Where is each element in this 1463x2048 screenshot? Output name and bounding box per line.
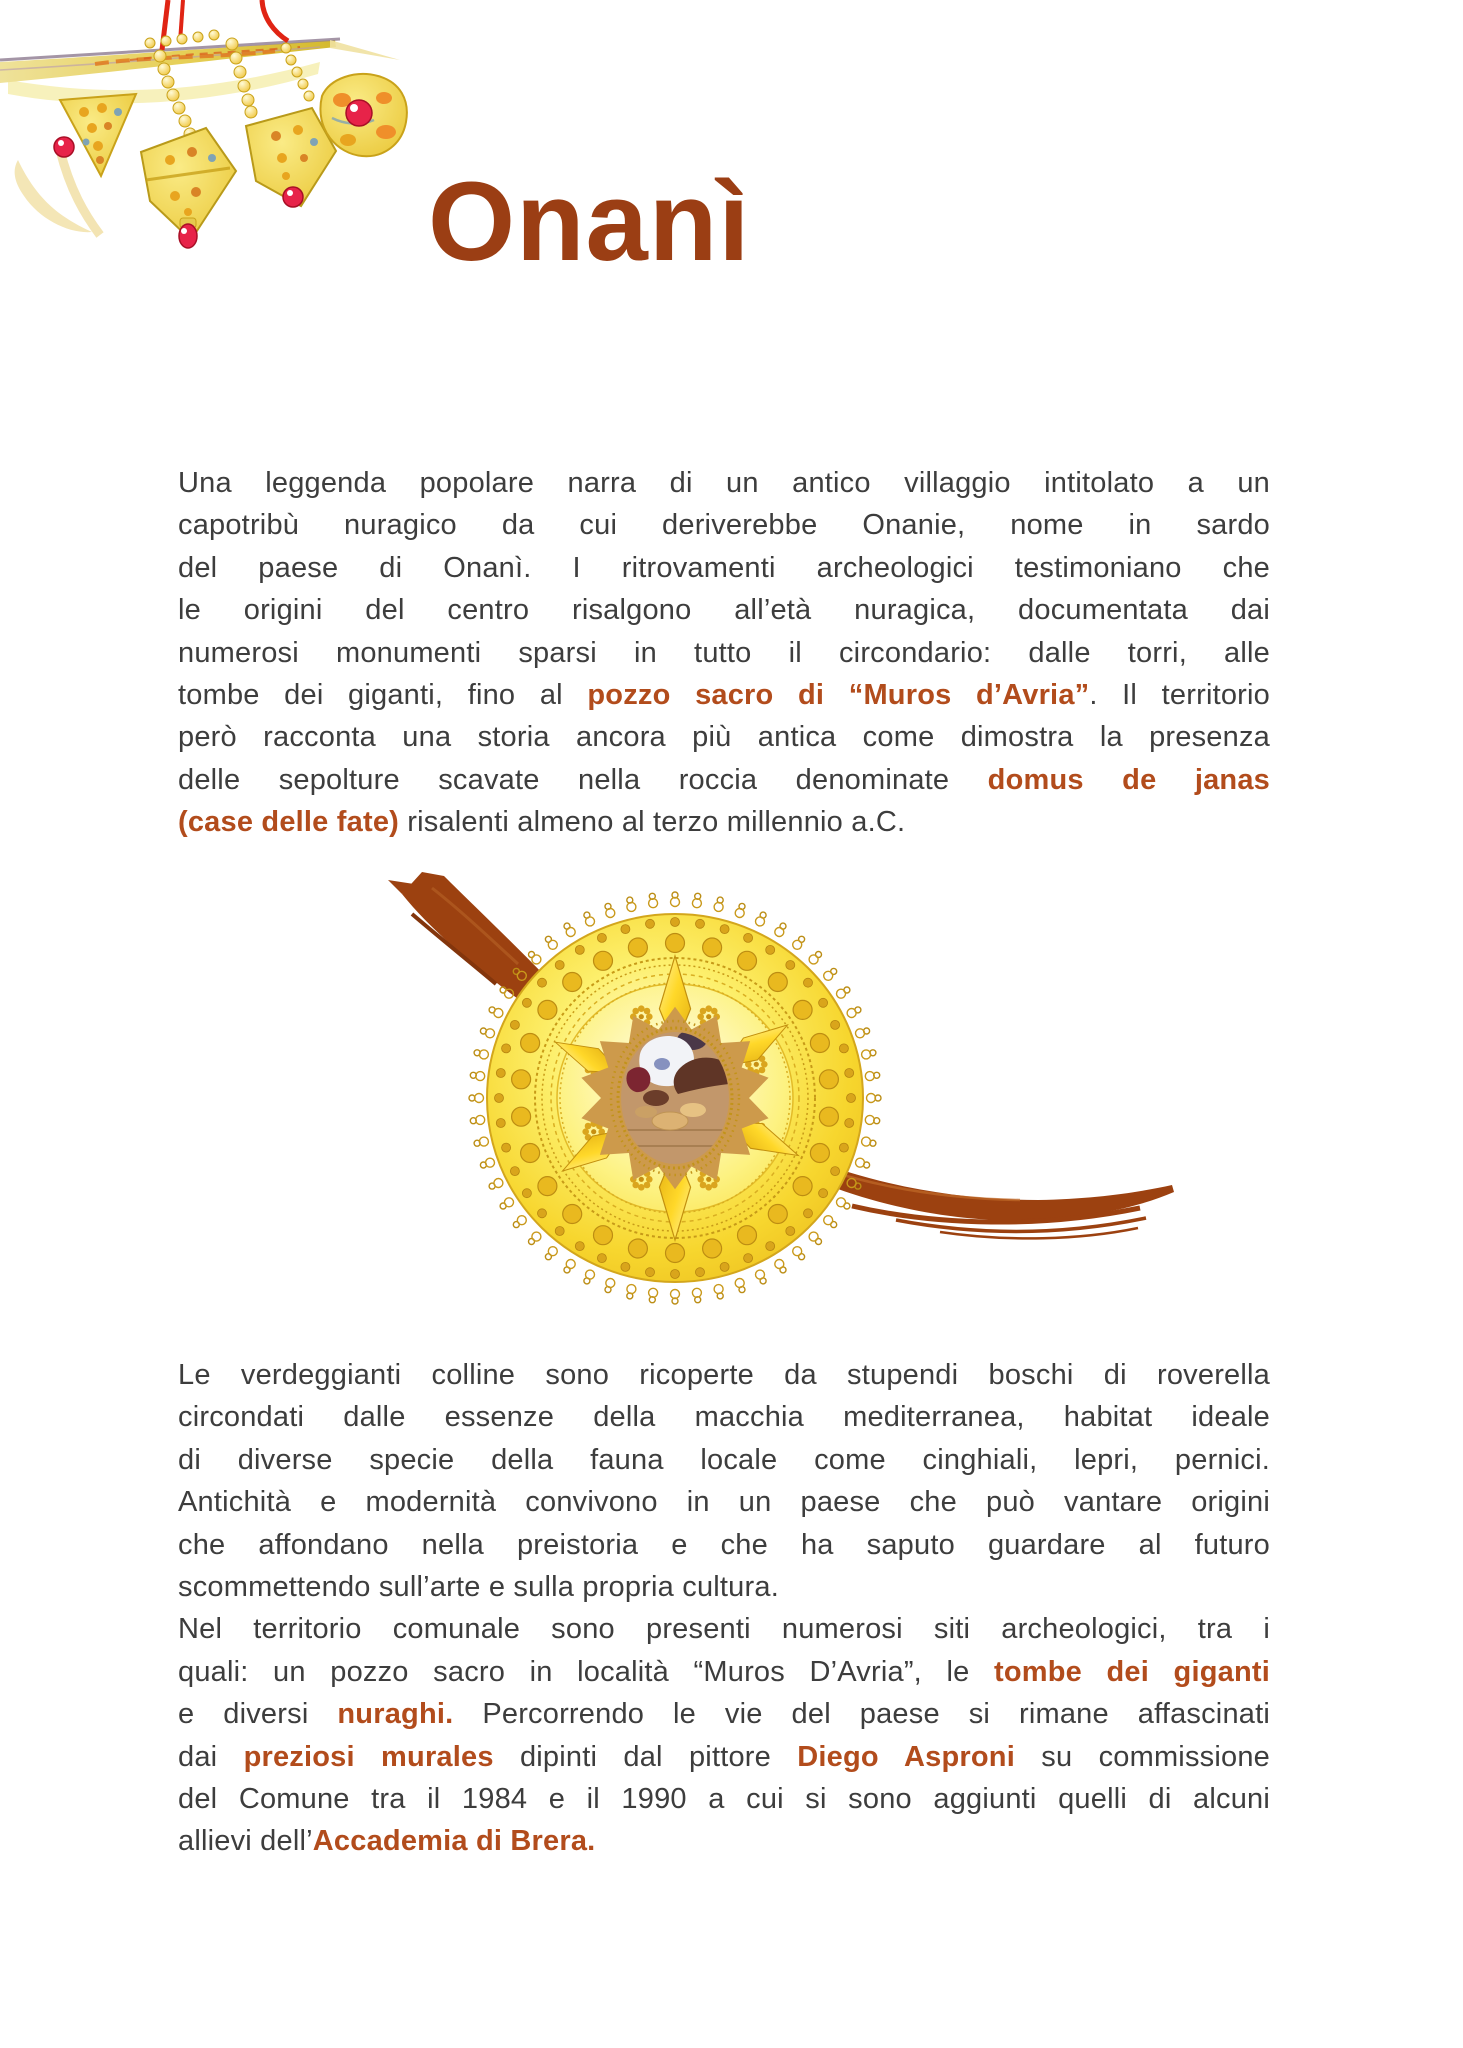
- text-segment: del paese di Onanì. I ritrovamenti archeologici testimoniano che: [178, 551, 1270, 584]
- text-line: [178, 759, 1270, 801]
- accent-phrase: (case delle fate): [178, 806, 399, 839]
- jewelry-branch-illustration: [0, 0, 440, 290]
- text-segment: Nel territorio comunale sono presenti numerosi siti archeologici, tra i: [178, 1613, 1270, 1646]
- text-segment: quali: un pozzo sacro in località “Muros D’Avria”, le: [178, 1655, 994, 1688]
- text-line: [178, 589, 1270, 631]
- accent-phrase: pozzo sacro di “Muros d’Avria”: [587, 679, 1090, 712]
- text-line: [178, 1524, 1270, 1566]
- intro-paragraph: [178, 462, 1270, 844]
- accent-phrase: Diego Asproni: [797, 1740, 1015, 1773]
- text-line: [178, 1439, 1270, 1481]
- text-line: [178, 1693, 1270, 1735]
- text-segment: Le verdeggianti colline sono ricoperte da stupendi boschi di roverella: [178, 1359, 1270, 1391]
- text-segment: circondati dalle essenze della macchia mediterranea, habitat ideale: [178, 1401, 1270, 1434]
- text-line: [178, 1396, 1270, 1438]
- text-line: [178, 1481, 1270, 1523]
- text-line: [178, 716, 1270, 758]
- text-line: [178, 1608, 1270, 1650]
- brush-stroke-bottom-right: [806, 1158, 1174, 1238]
- pendant-disc: [320, 74, 406, 156]
- text-line: [178, 462, 1270, 504]
- accent-phrase: tombe dei giganti: [993, 1655, 1270, 1688]
- text-line: [178, 1651, 1270, 1693]
- text-segment: dai: [178, 1740, 244, 1773]
- text-segment: su commissione: [1014, 1740, 1270, 1773]
- text-segment: le origini del centro risalgono all’età nuragica, documentata dai: [178, 594, 1270, 627]
- text-segment: del Comune tra il 1984 e il 1990 a cui si sono aggiunti quelli di alcuni: [178, 1783, 1270, 1816]
- text-segment: tombe dei giganti, fino al: [178, 679, 588, 712]
- text-segment: delle sepolture scavate nella roccia denominate: [178, 763, 988, 796]
- accent-phrase: preziosi murales: [243, 1740, 494, 1773]
- accent-phrase: Accademia di Brera.: [312, 1825, 596, 1858]
- accent-phrase: domus de janas: [987, 763, 1270, 796]
- text-segment: risalenti almeno al terzo millennio a.C.: [399, 806, 906, 839]
- text-line: [178, 801, 1270, 843]
- text-line: [178, 632, 1270, 674]
- pendant-drop: [141, 128, 236, 248]
- text-segment: numerosi monumenti sparsi in tutto il circondario: dalle torri, alle: [178, 636, 1270, 669]
- text-line: [178, 1820, 1270, 1862]
- text-segment: . Il territorio: [1089, 679, 1270, 712]
- text-line: [178, 674, 1270, 716]
- text-segment: scommettendo sull’arte e sulla propria cultura.: [178, 1571, 779, 1604]
- text-segment: Percorrendo le vie del paese si rimane affascinati: [453, 1698, 1270, 1731]
- text-segment: allievi dell’: [178, 1825, 313, 1858]
- text-segment: Una leggenda popolare narra di un antico villaggio intitolato a un: [178, 467, 1270, 499]
- text-segment: però racconta una storia ancora più antica come dimostra la presenza: [178, 721, 1270, 754]
- text-line: [178, 1736, 1270, 1778]
- text-segment: dipinti dal pittore: [493, 1740, 798, 1773]
- text-line: [178, 1778, 1270, 1820]
- text-segment: di diverse specie della fauna locale come cinghiali, lepri, pernici.: [178, 1443, 1270, 1476]
- text-segment: Antichità e modernità convivono in un paese che può vantare origini: [178, 1486, 1270, 1519]
- territory-paragraph: [178, 1354, 1270, 1863]
- gold-medallion-illustration: [340, 858, 1200, 1310]
- text-segment: capotribù nuragico da cui deriverebbe Onanie, nome in sardo: [178, 509, 1270, 542]
- text-segment: che affondano nella preistoria e che ha saputo guardare al futuro: [178, 1528, 1270, 1561]
- page-title: Onanì: [428, 159, 751, 284]
- text-segment: e diversi: [178, 1698, 338, 1731]
- text-line: [178, 547, 1270, 589]
- text-line: [178, 504, 1270, 546]
- accent-phrase: nuraghi.: [337, 1698, 454, 1731]
- text-line: [178, 1354, 1270, 1396]
- text-line: [178, 1566, 1270, 1608]
